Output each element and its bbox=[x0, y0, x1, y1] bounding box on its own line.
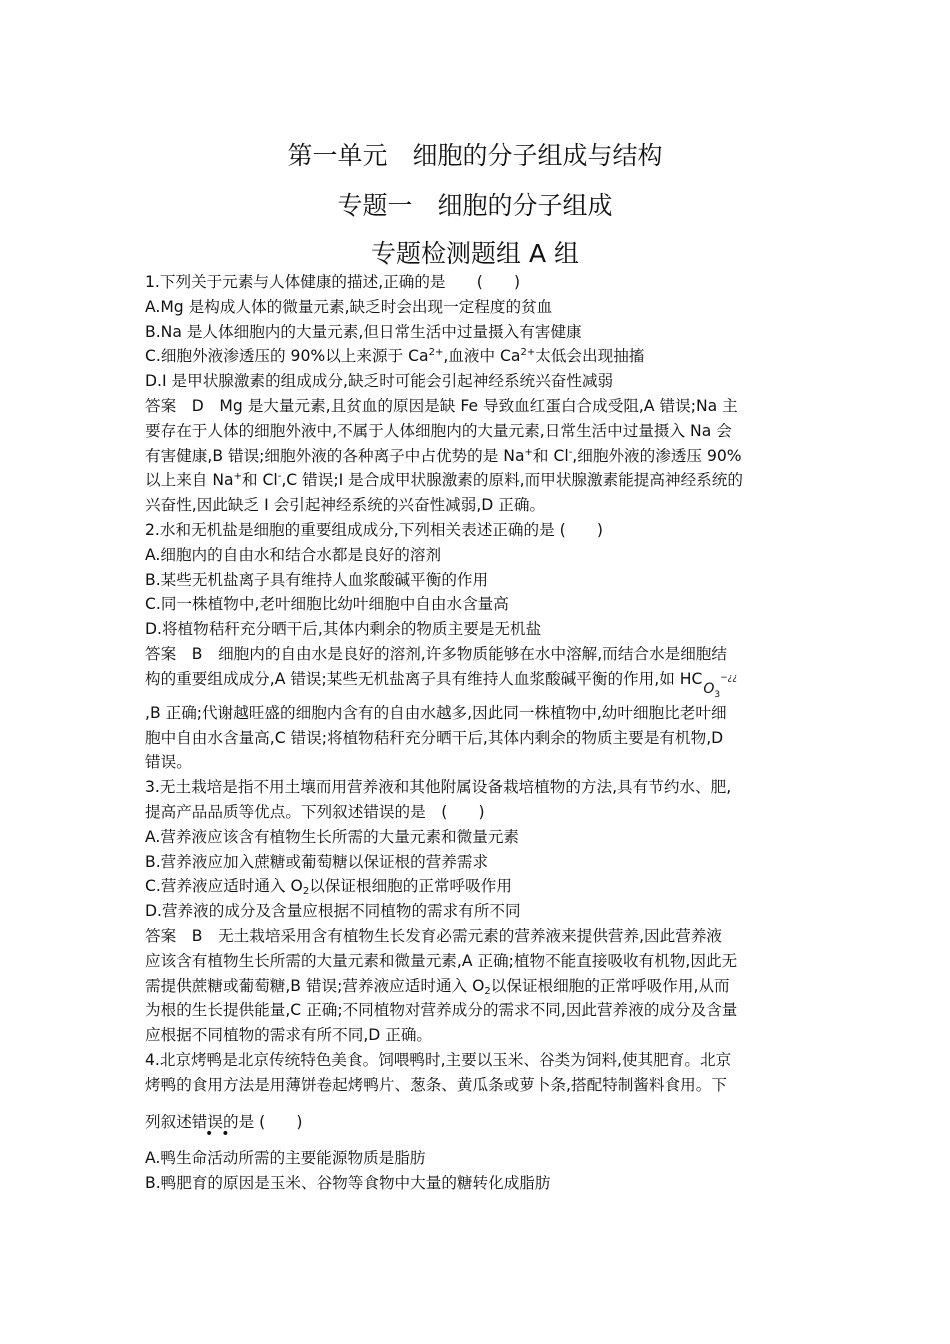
q2-option-b: B.某些无机盐离子具有维持人血浆酸碱平衡的作用 bbox=[145, 570, 489, 589]
q2-option-c: C.同一株植物中,老叶细胞比幼叶细胞中自由水含量高 bbox=[145, 595, 509, 614]
q1-option-d: D.I 是甲状腺激素的组成成分,缺乏时可能会引起神经系统兴奋性减弱 bbox=[145, 372, 614, 391]
q4-option-b: B.鸭肥育的原因是玉米、谷物等食物中大量的糖转化成脂肪 bbox=[145, 1174, 551, 1193]
q2-answer-line: 胞中自由水含量高,C 错误;将植物秸秆充分晒干后,其体内剩余的物质主要是有机物,D bbox=[145, 728, 724, 747]
na-charge: + bbox=[524, 446, 533, 458]
q2-answer-line: 构的重要组成成分,A 错误;某些无机盐离子具有维持人血浆酸碱平衡的作用,如 $HCO_3^{-¿¿}$ bbox=[145, 669, 738, 700]
q4-option-a: A.鸭生命活动所需的主要能源物质是脂肪 bbox=[145, 1149, 426, 1168]
q1-option-b: B.Na 是人体细胞内的大量元素,但日常生活中过量摄入有害健康 bbox=[145, 322, 582, 341]
topic-title: 专题一 细胞的分子组成 bbox=[337, 191, 613, 220]
q1-answer-line: 以上来自 Na+和 Cl-,C 错误;I 是合成甲状腺激素的原料,而甲状腺激素能提高神经系统的 bbox=[145, 471, 743, 490]
q4-stem: 列叙述错误的是 ( ) bbox=[145, 1112, 303, 1131]
cl-charge: - bbox=[277, 471, 282, 483]
q3-option-a: A.营养液应该含有植物生长所需的大量元素和微量元素 bbox=[145, 827, 520, 846]
q3-answer-line: 为根的生长提供能量,C 正确;不同植物对营养成分的需求不同,因此营养液的成分及含量 bbox=[145, 1001, 738, 1020]
q3-answer-line: 需提供蔗糖或葡萄糖,B 错误;营养液应适时通入 $O_2$以保证根细胞的正常呼吸作用,从而 bbox=[145, 976, 730, 997]
q2-option-a: A.细胞内的自由水和结合水都是良好的溶剂 bbox=[145, 545, 442, 564]
q2-answer-line: 答案 B 细胞内的自由水是良好的溶剂,许多物质能够在水中溶解,而结合水是细胞结 bbox=[145, 644, 727, 663]
na-charge: + bbox=[233, 471, 242, 483]
q1-answer-line: 有害健康,B 错误;细胞外液的各种离子中占优势的是 Na+和 Cl-,细胞外液的渗透压 90% bbox=[145, 446, 742, 465]
ca-charge: 2+ bbox=[520, 347, 536, 359]
q3-answer-line: 答案 B 无土栽培采用含有植物生长发育必需元素的营养液来提供营养,因此营养液 bbox=[145, 926, 723, 945]
q3-option-c: C.营养液应适时通入 $O_2$以保证根细胞的正常呼吸作用 bbox=[145, 877, 512, 898]
q2-stem: 2.水和无机盐是细胞的重要组成成分,下列相关表述正确的是 ( ) bbox=[145, 520, 603, 539]
q1-stem: 1.下列关于元素与人体健康的描述,正确的是 ( ) bbox=[145, 273, 521, 291]
q2-answer-line: 错误。 bbox=[145, 753, 192, 772]
q1-option-c: C.细胞外液渗透压的 90%以上来源于 $Ca^{2+}$,血液中 $Ca^{2+}$太低会出现抽搐 bbox=[145, 347, 645, 366]
q1-answer-line: 要存在于人体的细胞外液中,不属于人体细胞内的大量元素,日常生活中过量摄入 Na 会 bbox=[145, 421, 732, 440]
ca-charge: 2+ bbox=[428, 347, 444, 359]
q3-stem: 提高产品品质等优点。下列叙述错误的是 ( ) bbox=[145, 802, 485, 821]
emphasis-dots: •• bbox=[205, 1126, 238, 1142]
q3-stem: 3.无土栽培是指不用土壤而用营养液和其他附属设备栽培植物的方法,具有节约水、肥, bbox=[145, 778, 732, 797]
unit-title: 第一单元 细胞的分子组成与结构 bbox=[287, 141, 663, 170]
cl-charge: - bbox=[568, 446, 573, 458]
question-body bbox=[145, 270, 815, 1196]
q3-option-b: B.营养液应加入蔗糖或葡萄糖以保证根的营养需求 bbox=[145, 852, 489, 871]
q2-answer-line: ,B 正确;代谢越旺盛的细胞内含有的自由水越多,因此同一株植物中,幼叶细胞比老叶细 bbox=[145, 703, 727, 722]
q3-answer-line: 应根据不同植物的需求有所不同,D 正确。 bbox=[145, 1026, 433, 1045]
q4-stem: 4.北京烤鸭是北京传统特色美食。饲喂鸭时,主要以玉米、谷类为饲料,使其肥育。北京 bbox=[145, 1050, 732, 1069]
q3-option-d: D.营养液的成分及含量应根据不同植物的需求有所不同 bbox=[145, 902, 521, 921]
q1-option-a: A.Mg 是构成人体的微量元素,缺乏时会出现一定程度的贫血 bbox=[145, 297, 553, 316]
bicarbonate-formula: $O_3^{-¿¿}$ bbox=[703, 672, 738, 700]
q4-stem: 烤鸭的食用方法是用薄饼卷起烤鸭片、葱条、黄瓜条或萝卜条,搭配特制酱料食用。下 bbox=[145, 1075, 727, 1094]
q2-option-d: D.将植物秸秆充分晒干后,其体内剩余的物质主要是无机盐 bbox=[145, 620, 542, 639]
q3-answer-line: 应该含有植物生长所需的大量元素和微量元素,A 正确;植物不能直接吸收有机物,因此无 bbox=[145, 951, 738, 970]
q1-answer-line: 答案 D Mg 是大量元素,且贫血的原因是缺 Fe 导致血红蛋白合成受阻,A 错误;Na 主 bbox=[145, 396, 738, 415]
q1-answer-line: 兴奋性,因此缺乏 I 会引起神经系统的兴奋性减弱,D 正确。 bbox=[145, 496, 546, 515]
group-title: 专题检测题组 A 组 bbox=[371, 239, 579, 268]
